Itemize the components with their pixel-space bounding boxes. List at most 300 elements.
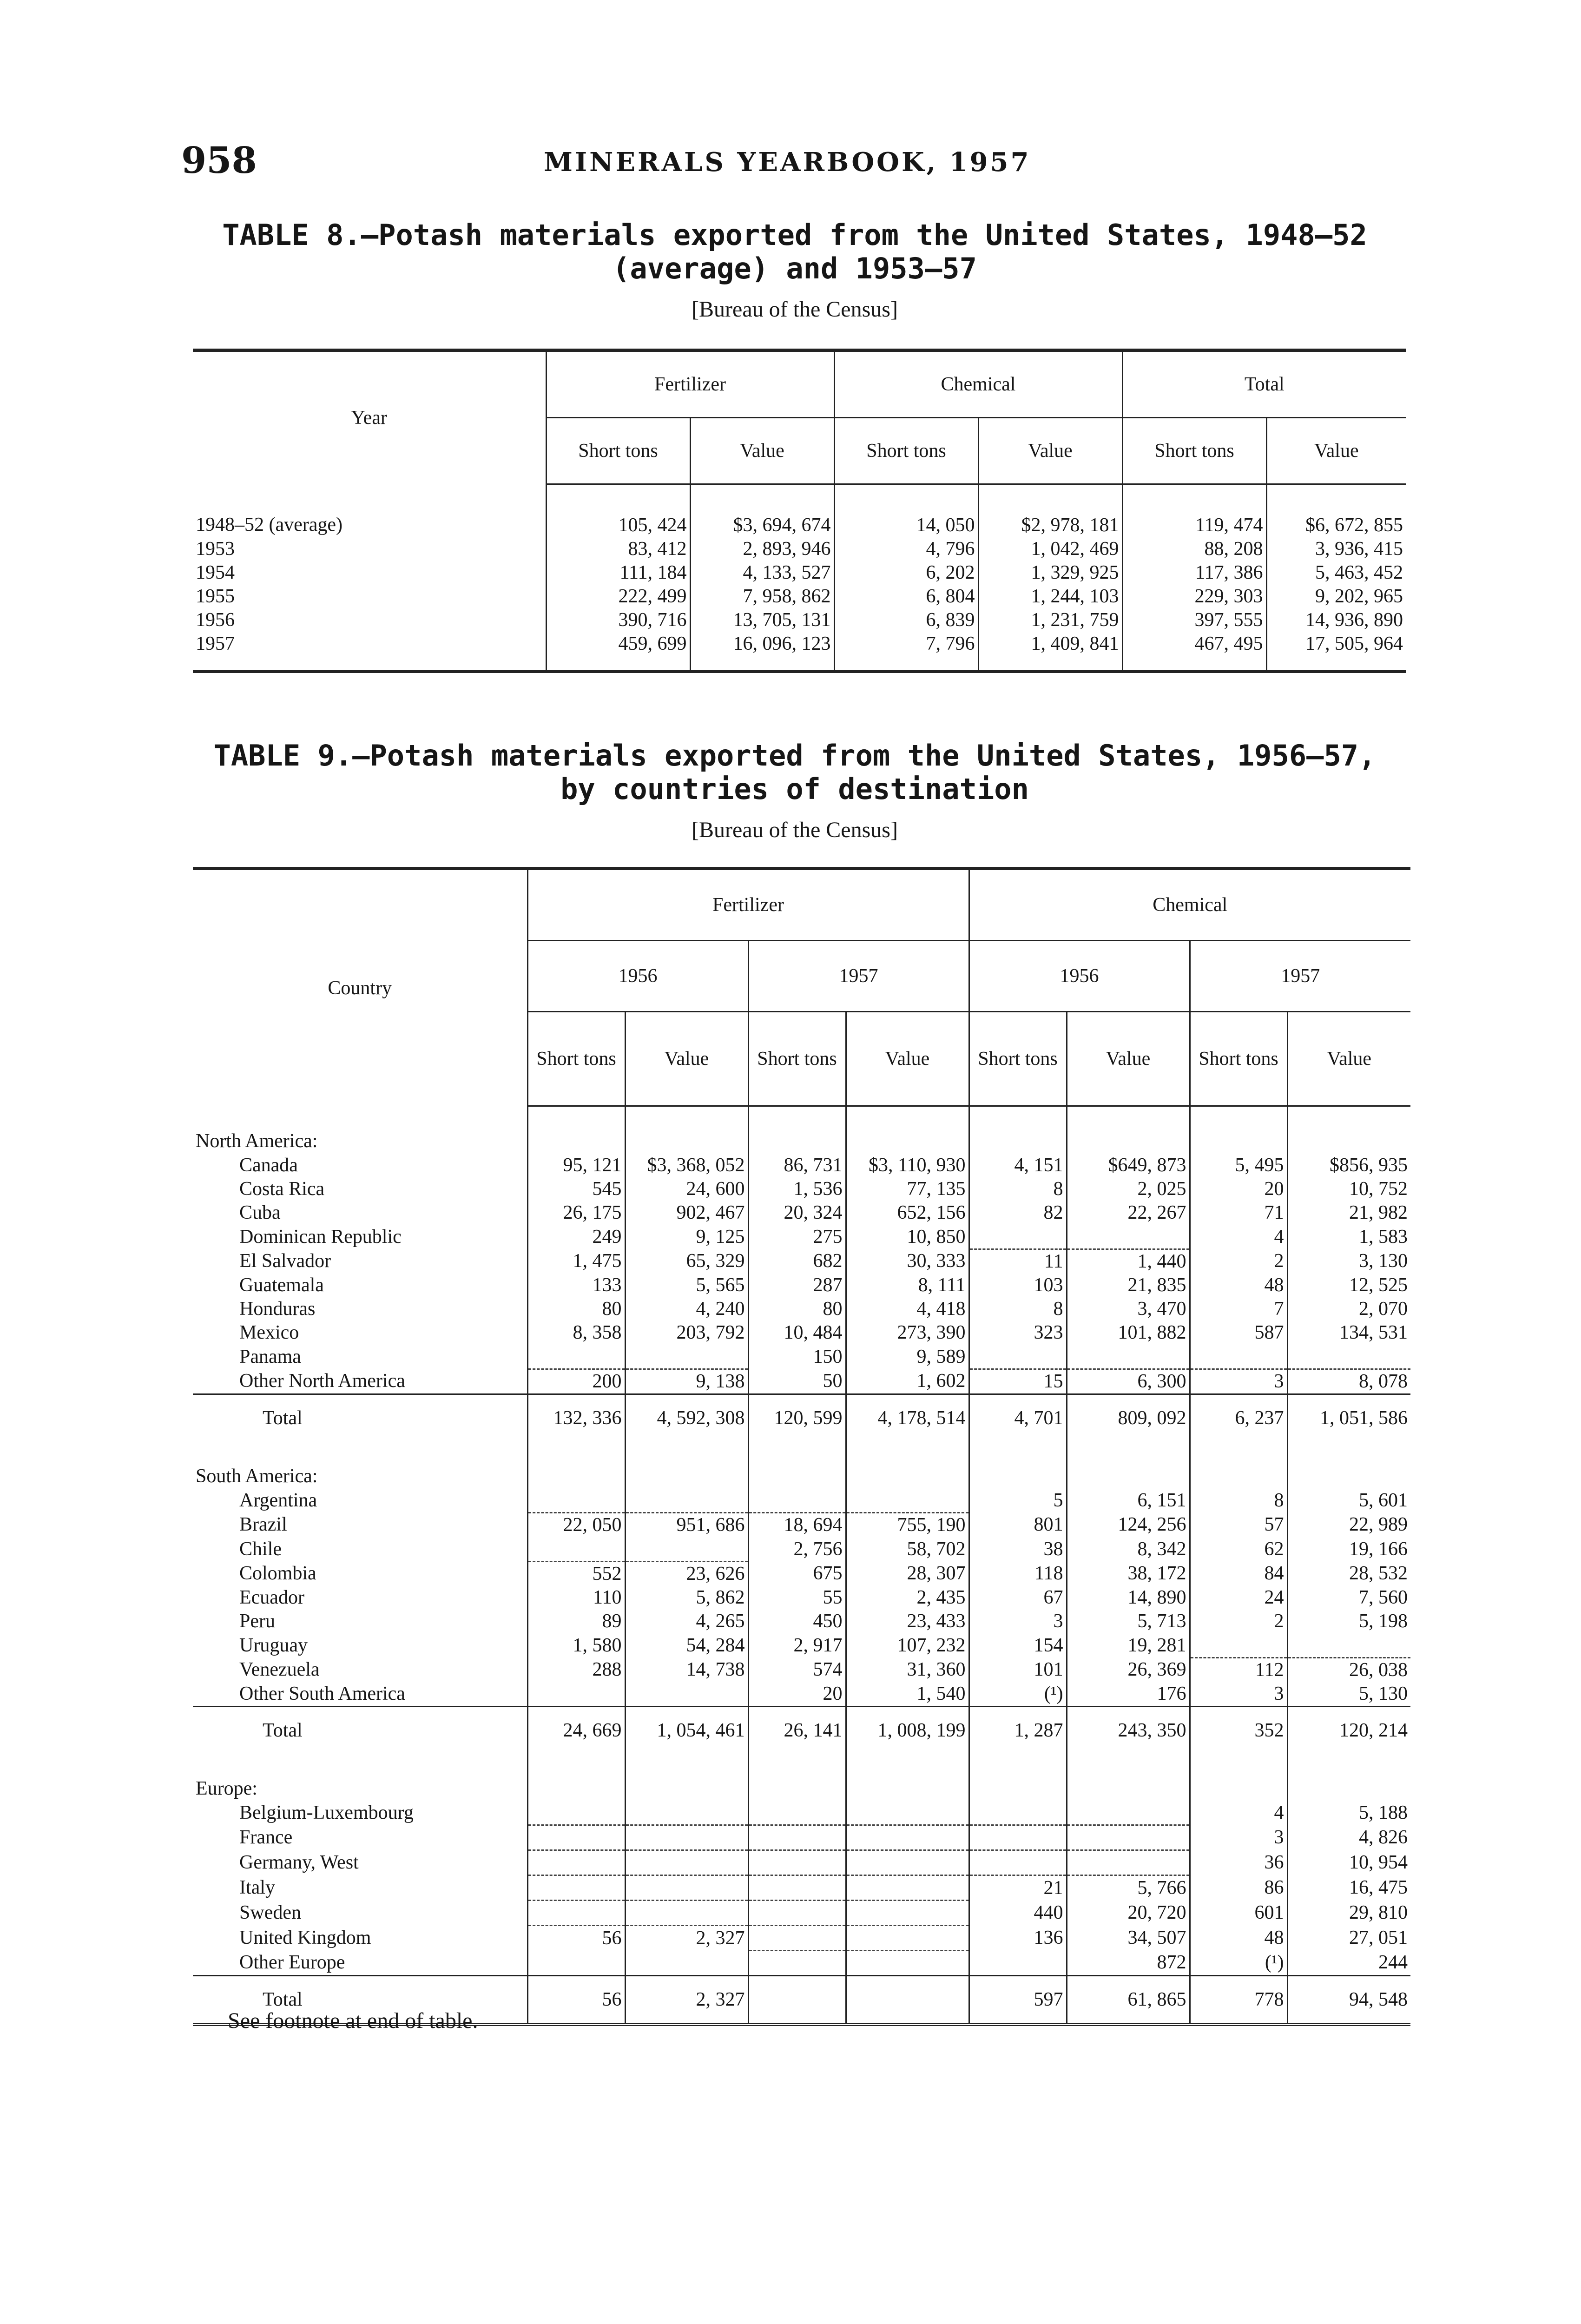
t9-f57v-cell: 755, 190 [846,1513,969,1538]
t8-c-value-cell: $2, 978, 181 [978,484,1122,538]
t9-f56t-cell: 288 [527,1658,625,1683]
t9-c56v-cell: 1, 440 [1067,1249,1190,1274]
t9-c56v-cell: 176 [1067,1682,1190,1707]
t9-f56t-cell: 24, 669 [527,1707,625,1754]
t9-f56t-cell: 8, 358 [527,1321,625,1345]
t9-country-row [193,1658,1410,1683]
t9-f57v-cell: 2, 435 [846,1586,969,1610]
t9-f57t-cell: 682 [748,1249,846,1274]
t9-c57t-cell: 4 [1190,1801,1287,1825]
t9-f57v-cell [846,1926,969,1951]
t9-c56t-cell: 21 [969,1875,1067,1901]
t9-c57v-cell: 26, 038 [1287,1658,1410,1683]
t9-c56t-cell: 801 [969,1513,1067,1538]
t9-f56t-cell: 545 [527,1177,625,1201]
t9-c57t-cell: 48 [1190,1926,1287,1951]
t9-country-row-label: Other North America [239,1370,405,1392]
t9-region-spacer [527,1754,625,1801]
t9-f56t-cell: 249 [527,1225,625,1249]
t9-c56v-cell: $649, 873 [1067,1154,1190,1177]
t9-region-spacer [969,1441,1067,1488]
t9-f57v-cell: 8, 111 [846,1274,969,1297]
t9-country-row-label: El Salvador [239,1250,331,1272]
t9-f57t-cell [748,1825,846,1850]
t9-c56v-cell: 243, 350 [1067,1707,1190,1754]
t9-country-row-label: Guatemala [239,1274,324,1296]
t8-c-tons-cell: 6, 839 [834,608,978,632]
t9-c56t-cell [969,1951,1067,1976]
t9-f57t-cell [748,1801,846,1825]
t9-col-fertilizer: Fertilizer [527,869,969,941]
t8-t-value-cell: $6, 672, 855 [1266,484,1406,538]
t9-c57v-cell [1287,1345,1410,1369]
t9-country-row-label: Italy [239,1877,275,1898]
t9-c56v-cell: 22, 267 [1067,1201,1190,1225]
table8-source: [Bureau of the Census] [692,297,898,322]
t9-f57t-cell: 10, 484 [748,1321,846,1345]
t9-f56t-cell: 80 [527,1297,625,1321]
t9-f57t-cell [748,1951,846,1976]
t9-country-row [193,1633,1410,1658]
t8-t-tons-cell: 88, 208 [1122,537,1266,561]
t9-c57v-cell: 5, 198 [1287,1610,1410,1633]
t9-country-row-label: Panama [239,1346,301,1367]
t9-c56v-cell: 8, 342 [1067,1537,1190,1562]
t9-country-row-label: Cuba [239,1202,281,1223]
t8-c-tons-cell: 6, 804 [834,585,978,608]
t8-c-value-cell: 1, 409, 841 [978,632,1122,672]
t9-f56v-cell [625,1345,748,1369]
t9-c56t-cell: 5 [969,1488,1067,1513]
t9-f56-value: Value [625,1012,748,1106]
t9-c57v-cell: 134, 531 [1287,1321,1410,1345]
t8-f-tons-cell: 459, 699 [546,632,690,672]
t9-f57v-cell [846,1850,969,1875]
t9-f57t-cell [748,1926,846,1951]
t9-chem-1957: 1957 [1190,941,1410,1012]
t9-f57t-cell: 26, 141 [748,1707,846,1754]
t9-c57v-cell: 5, 130 [1287,1682,1410,1707]
t9-c56-value: Value [1067,1012,1190,1106]
t9-chem-1956: 1956 [969,941,1190,1012]
t8-row [193,484,1406,538]
t9-c56v-cell: 6, 151 [1067,1488,1190,1513]
t9-c56t-cell: 11 [969,1249,1067,1274]
t8-t-tons-cell: 229, 303 [1122,585,1266,608]
t9-country-row [193,1801,1410,1825]
t9-f57v-cell: 9, 589 [846,1345,969,1369]
t9-f57t-cell [748,1850,846,1875]
t8-total-short-tons: Short tons [1122,418,1266,484]
t9-f56v-cell: 1, 054, 461 [625,1707,748,1754]
t9-country-row-label: Chile [239,1538,282,1560]
t9-region-spacer [1287,1441,1410,1488]
t9-f56v-cell: 2, 327 [625,1976,748,2025]
t9-f56v-cell [625,1488,748,1513]
t9-f57t-cell: 287 [748,1274,846,1297]
t9-c57t-cell: 2 [1190,1610,1287,1633]
t9-c57v-cell: 8, 078 [1287,1369,1410,1394]
t8-c-value-cell: 1, 231, 759 [978,608,1122,632]
t9-f57t-cell: 675 [748,1562,846,1586]
t9-total-row-label: Total [193,1707,527,1754]
t9-country-row [193,1875,1410,1901]
t9-col-chemical: Chemical [969,869,1410,941]
t9-country-row [193,1850,1410,1875]
t9-region-spacer [748,1754,846,1801]
t9-f57t-cell: 80 [748,1297,846,1321]
t9-c57t-cell: 48 [1190,1274,1287,1297]
t9-country-row [193,1321,1410,1345]
t9-region-spacer [969,1106,1067,1154]
t9-f56v-cell: 5, 862 [625,1586,748,1610]
t8-t-value-cell: 9, 202, 965 [1266,585,1406,608]
t9-c57t-cell: 3 [1190,1825,1287,1850]
t8-f-tons-cell: 105, 424 [546,484,690,538]
t8-f-value-cell: 13, 705, 131 [690,608,834,632]
t9-region-name: South America: [196,1466,318,1487]
t9-f56t-cell [527,1801,625,1825]
t9-f56t-cell [527,1850,625,1875]
t9-country-row-label: Costa Rica [239,1178,325,1200]
t9-f57v-cell: 273, 390 [846,1321,969,1345]
t8-t-tons-cell: 397, 555 [1122,608,1266,632]
t9-f56t-cell [527,1951,625,1976]
t9-c56v-cell: 38, 172 [1067,1562,1190,1586]
t9-region-spacer [1190,1106,1287,1154]
t9-c56t-cell: 101 [969,1658,1067,1683]
t9-f57t-cell: 18, 694 [748,1513,846,1538]
t9-f57v-cell: 4, 418 [846,1297,969,1321]
t9-c57t-cell: 62 [1190,1537,1287,1562]
t9-region-spacer [1190,1754,1287,1801]
t9-f57t-cell: 450 [748,1610,846,1633]
t8-year-cell: 1956 [196,609,235,631]
t9-f57t-cell: 20, 324 [748,1201,846,1225]
t8-year-cell: 1954 [196,562,235,583]
t9-f57t-cell: 150 [748,1345,846,1369]
t9-f57t-cell: 20 [748,1682,846,1707]
t9-country-row [193,1297,1410,1321]
t9-country-row-label: Honduras [239,1298,316,1320]
t9-fert-1957: 1957 [748,941,969,1012]
t8-row [193,608,1406,632]
t9-f57v-cell: $3, 110, 930 [846,1154,969,1177]
t9-country-row [193,1249,1410,1274]
table9-title-line2: by countries of destination [560,772,1029,806]
t9-c57-value: Value [1287,1012,1410,1106]
table9-caption [181,739,1408,843]
t9-country-row [193,1201,1410,1225]
t9-c57v-cell: 16, 475 [1287,1875,1410,1901]
t9-region-row [193,1441,1410,1488]
t9-c57v-cell: 3, 130 [1287,1249,1410,1274]
t9-c57v-cell: 19, 166 [1287,1537,1410,1562]
t9-body [193,1106,1410,2025]
t9-f57v-cell: 1, 540 [846,1682,969,1707]
t9-region-spacer [748,1106,846,1154]
t9-c57v-cell: 94, 548 [1287,1976,1410,2025]
t9-f57v-cell: 31, 360 [846,1658,969,1683]
t9-country-row [193,1951,1410,1976]
t9-country-row-label: Uruguay [239,1634,308,1656]
t9-c57v-cell: 10, 954 [1287,1850,1410,1875]
running-head: MINERALS YEARBOOK, 1957 [544,147,1031,178]
t8-c-tons-cell: 14, 050 [834,484,978,538]
t9-c57t-cell: 6, 237 [1190,1394,1287,1442]
t9-f56v-cell: 203, 792 [625,1321,748,1345]
t9-country-row-label: Brazil [239,1514,287,1536]
t9-region-spacer [1287,1106,1410,1154]
t9-f56v-cell: 4, 240 [625,1297,748,1321]
t9-f56t-cell: 200 [527,1369,625,1394]
t9-country-row-label: Argentina [239,1489,317,1511]
t9-c56t-cell [969,1801,1067,1825]
t8-f-value-cell: $3, 694, 674 [690,484,834,538]
t8-fert-short-tons: Short tons [546,418,690,484]
t9-country-row [193,1513,1410,1538]
t9-total-row [193,1707,1410,1754]
t9-total-row-label: Total [193,1394,527,1442]
t9-c56v-cell: 6, 300 [1067,1369,1190,1394]
t9-region-name: Europe: [196,1778,257,1799]
t8-year-cell: 1948–52 (average) [196,514,343,536]
t9-country-row-label: Germany, West [239,1852,359,1873]
t9-region-spacer [1190,1441,1287,1488]
t9-f57t-cell [748,1901,846,1926]
t9-f57v-cell: 1, 008, 199 [846,1707,969,1754]
t8-year-cell: 1955 [196,586,235,607]
t9-c57v-cell: 244 [1287,1951,1410,1976]
t8-t-value-cell: 17, 505, 964 [1266,632,1406,672]
t9-c57t-cell: 57 [1190,1513,1287,1538]
t9-f56t-cell: 132, 336 [527,1394,625,1442]
t9-f57-short-tons: Short tons [748,1012,846,1106]
t9-region-spacer [846,1754,969,1801]
t9-f56t-cell: 1, 475 [527,1249,625,1274]
t9-f57t-cell: 1, 536 [748,1177,846,1201]
t9-country-row-label: Sweden [239,1902,301,1923]
t8-col-total: Total [1122,350,1406,418]
t8-f-tons-cell: 111, 184 [546,561,690,585]
t9-f56t-cell: 22, 050 [527,1513,625,1538]
t9-c56t-cell: 4, 151 [969,1154,1067,1177]
t9-f56v-cell: 9, 138 [625,1369,748,1394]
t8-c-value-cell: 1, 042, 469 [978,537,1122,561]
t9-c56v-cell: 3, 470 [1067,1297,1190,1321]
t8-f-tons-cell: 83, 412 [546,537,690,561]
t8-col-fertilizer: Fertilizer [546,350,834,418]
t9-f57v-cell: 10, 850 [846,1225,969,1249]
t9-c56t-cell: 440 [969,1901,1067,1926]
t9-c56v-cell: 61, 865 [1067,1976,1190,2025]
t9-f56v-cell: 902, 467 [625,1201,748,1225]
t8-f-tons-cell: 390, 716 [546,608,690,632]
t9-country-row [193,1586,1410,1610]
t9-country-row-label: Other South America [239,1683,405,1704]
t9-c57-short-tons: Short tons [1190,1012,1287,1106]
t9-country-row [193,1225,1410,1249]
t9-region-spacer [846,1106,969,1154]
t9-c57v-cell: 22, 989 [1287,1513,1410,1538]
t9-c56t-cell: 323 [969,1321,1067,1345]
t9-f57t-cell [748,1976,846,2025]
t8-f-value-cell: 4, 133, 527 [690,561,834,585]
t9-region-spacer [748,1441,846,1488]
table8-caption [181,218,1408,322]
t9-c57t-cell: 4 [1190,1225,1287,1249]
t9-country-row-label: Colombia [239,1563,316,1585]
t9-c57v-cell: 10, 752 [1287,1177,1410,1201]
t9-c57v-cell: 5, 601 [1287,1488,1410,1513]
table8 [193,349,1406,673]
t9-c57v-cell: 29, 810 [1287,1901,1410,1926]
t9-country-row-label: Dominican Republic [239,1226,402,1248]
t9-c57t-cell: 8 [1190,1488,1287,1513]
t8-f-value-cell: 2, 893, 946 [690,537,834,561]
table8-title-line2: (average) and 1953–57 [613,251,977,285]
t9-c57t-cell: 3 [1190,1369,1287,1394]
t9-f57t-cell: 275 [748,1225,846,1249]
t9-f56t-cell: 89 [527,1610,625,1633]
t9-c56v-cell: 5, 766 [1067,1875,1190,1901]
t9-country-row-label: Belgium-Luxembourg [239,1802,414,1823]
t9-f56t-cell: 56 [527,1976,625,2025]
t8-c-tons-cell: 4, 796 [834,537,978,561]
t9-c57t-cell: 24 [1190,1586,1287,1610]
t9-c57t-cell: 112 [1190,1658,1287,1683]
t9-c57t-cell: 601 [1190,1901,1287,1926]
t9-c57t-cell: 352 [1190,1707,1287,1754]
t9-c56t-cell: 15 [969,1369,1067,1394]
t9-c56t-cell: 1, 287 [969,1707,1067,1754]
t9-f56v-cell [625,1682,748,1707]
t8-row [193,632,1406,672]
t9-f57v-cell [846,1488,969,1513]
t9-f57v-cell: 30, 333 [846,1249,969,1274]
t9-f57v-cell: 4, 178, 514 [846,1394,969,1442]
t9-f56t-cell: 552 [527,1562,625,1586]
t8-row [193,585,1406,608]
t9-c57v-cell [1287,1633,1410,1658]
t9-c56v-cell: 809, 092 [1067,1394,1190,1442]
t9-country-row-label: France [239,1827,293,1848]
t8-t-tons-cell: 119, 474 [1122,484,1266,538]
t9-f56v-cell: 5, 565 [625,1274,748,1297]
t9-c56v-cell [1067,1345,1190,1369]
t9-f56-short-tons: Short tons [527,1012,625,1106]
t8-col-year: Year [351,407,387,429]
t8-f-value-cell: 7, 958, 862 [690,585,834,608]
t9-f56t-cell: 1, 580 [527,1633,625,1658]
t8-total-value: Value [1266,418,1406,484]
t8-c-tons-cell: 7, 796 [834,632,978,672]
t9-c57v-cell: 1, 583 [1287,1225,1410,1249]
t9-c57t-cell: 71 [1190,1201,1287,1225]
t8-year-cell: 1957 [196,633,235,654]
t9-region-spacer [1067,1754,1190,1801]
t9-c57t-cell: 86 [1190,1875,1287,1901]
t8-chem-value: Value [978,418,1122,484]
t9-f57t-cell: 2, 917 [748,1633,846,1658]
t9-region-spacer [1067,1441,1190,1488]
t8-row [193,561,1406,585]
t9-f56v-cell: 9, 125 [625,1225,748,1249]
t9-region-name: North America: [196,1130,318,1152]
t9-f56t-cell [527,1345,625,1369]
t9-f57t-cell: 574 [748,1658,846,1683]
t9-c56v-cell: 26, 369 [1067,1658,1190,1683]
t9-region-spacer [625,1106,748,1154]
t9-f56v-cell [625,1825,748,1850]
t9-f57t-cell: 55 [748,1586,846,1610]
table8-title-line1: TABLE 8.—Potash materials exported from the United States, 1948–52 [222,218,1367,252]
t9-fert-1956: 1956 [527,941,748,1012]
table9 [193,867,1410,2026]
t9-f56t-cell: 133 [527,1274,625,1297]
t9-country-row [193,1610,1410,1633]
t9-country-row [193,1901,1410,1926]
t9-f57v-cell: 58, 702 [846,1537,969,1562]
t9-c57t-cell: 5, 495 [1190,1154,1287,1177]
t9-c56t-cell [969,1825,1067,1850]
t9-country-row [193,1562,1410,1586]
t9-c56t-cell: 82 [969,1201,1067,1225]
t9-f56v-cell: 14, 738 [625,1658,748,1683]
t9-c57t-cell [1190,1345,1287,1369]
table9-source: [Bureau of the Census] [692,818,898,842]
t9-country-row-label: Ecuador [239,1587,304,1608]
t9-c57v-cell: 21, 982 [1287,1201,1410,1225]
t9-f57v-cell [846,1875,969,1901]
t8-body [193,484,1406,672]
t8-year-cell: 1953 [196,538,235,560]
t9-region-row [193,1754,1410,1801]
page-number: 958 [181,139,257,182]
t9-country-row [193,1274,1410,1297]
t9-c56v-cell: 124, 256 [1067,1513,1190,1538]
t9-c57v-cell: 27, 051 [1287,1926,1410,1951]
t9-c57t-cell: 20 [1190,1177,1287,1201]
t8-row [193,537,1406,561]
t9-c56t-cell: 3 [969,1610,1067,1633]
t9-f57t-cell: 50 [748,1369,846,1394]
t9-region-spacer [527,1441,625,1488]
t9-region-row [193,1106,1410,1154]
t9-c56v-cell [1067,1801,1190,1825]
t9-country-row [193,1345,1410,1369]
t9-f56v-cell: 54, 284 [625,1633,748,1658]
t9-country-row-label: Canada [239,1155,298,1176]
t9-f56v-cell [625,1951,748,1976]
t9-country-row-label: Peru [239,1611,275,1632]
t9-f57-value: Value [846,1012,969,1106]
t9-country-row-label: United Kingdom [239,1927,371,1948]
t9-country-row [193,1177,1410,1201]
t9-f56t-cell: 95, 121 [527,1154,625,1177]
t9-f56t-cell [527,1901,625,1926]
t9-c57t-cell: 778 [1190,1976,1287,2025]
t9-c57v-cell: 5, 188 [1287,1801,1410,1825]
t9-c56t-cell [969,1850,1067,1875]
t8-t-value-cell: 14, 936, 890 [1266,608,1406,632]
t9-c56v-cell: 872 [1067,1951,1190,1976]
t9-c56v-cell [1067,1225,1190,1249]
t9-country-row-label: Mexico [239,1322,299,1343]
page-header [181,139,1408,181]
t9-f57t-cell: 2, 756 [748,1537,846,1562]
t9-f56t-cell [527,1488,625,1513]
